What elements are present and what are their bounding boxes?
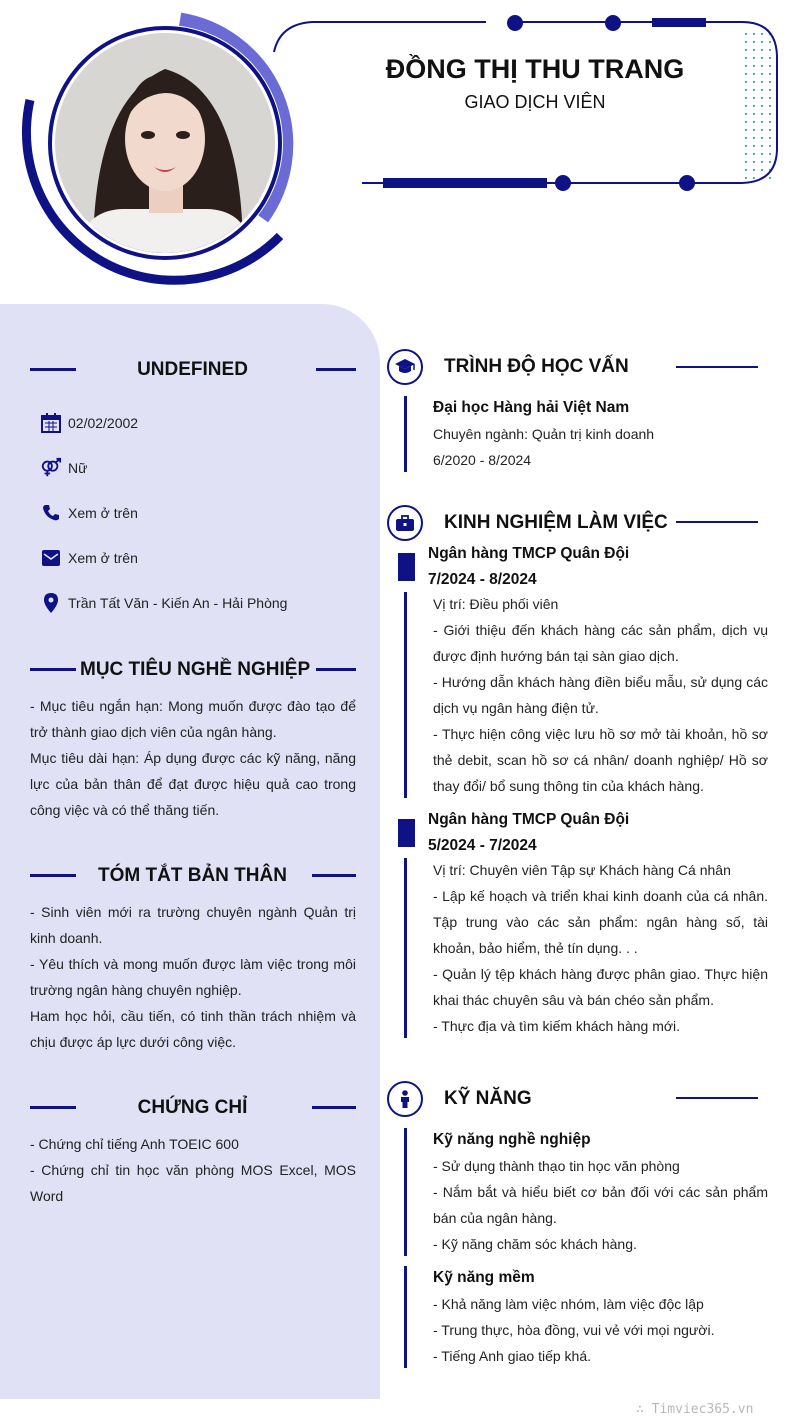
job-marker	[398, 553, 415, 581]
certificate-line: - Chứng chỉ tin học văn phòng MOS Excel, MOS Word	[30, 1162, 356, 1204]
info-text: Trần Tất Văn - Kiến An - Hải Phòng	[68, 595, 288, 611]
objective-text	[30, 693, 356, 823]
info-text: 02/02/2002	[68, 415, 139, 431]
section-rule	[316, 668, 356, 671]
education-period: 6/2020 - 8/2024	[433, 452, 532, 468]
location-icon	[40, 592, 62, 614]
candidate-name: ĐỒNG THỊ THU TRANG	[385, 54, 685, 84]
skill-line: - Trung thực, hòa đồng, vui vẻ với mọi người.	[433, 1322, 715, 1338]
info-email	[40, 546, 138, 570]
objective-heading: MỤC TIÊU NGHỀ NGHIỆP	[80, 659, 311, 680]
header-dot	[555, 175, 571, 191]
education-heading: TRÌNH ĐỘ HỌC VẤN	[444, 356, 629, 377]
job-line: - Quản lý tệp khách hàng được phân giao. Thực hiện khai thác chuyên sâu và bán chéo sản phẩm.	[433, 966, 768, 1008]
certificates-heading: CHỨNG CHỈ	[137, 1097, 248, 1118]
section-rule	[30, 1106, 76, 1109]
job-details	[433, 591, 768, 799]
job-company: Ngân hàng TMCP Quân Đội	[428, 545, 630, 562]
skill-line: - Nắm bắt và hiểu biết cơ bản đối với các sản phẩm bán của ngân hàng.	[433, 1184, 768, 1226]
objective-line: Mục tiêu dài hạn: Áp dụng được các kỹ năng, năng lực của bản thân để đạt được hiệu quả cao trong công việc và có thể thăng tiến.	[30, 750, 356, 818]
education-section-icon	[387, 349, 423, 385]
job-line: - Hướng dẫn khách hàng điền biểu mẫu, sử dụng các dịch vụ ngân hàng điện tử.	[433, 674, 768, 716]
job-header	[428, 541, 768, 593]
summary-heading: TÓM TẮT BẢN THÂN	[98, 865, 287, 886]
info-birthdate	[40, 411, 138, 435]
job-bar	[404, 858, 407, 1038]
info-address	[40, 591, 287, 615]
experience-heading: KINH NGHIỆM LÀM VIỆC	[444, 512, 668, 533]
header-dot	[507, 15, 523, 31]
skill-group	[433, 1265, 768, 1369]
education-block	[433, 395, 768, 473]
certificate-line: - Chứng chỉ tiếng Anh TOEIC 600	[30, 1136, 239, 1152]
section-rule	[312, 874, 356, 877]
section-rule	[30, 668, 76, 671]
skill-line: - Kỹ năng chăm sóc khách hàng.	[433, 1236, 637, 1252]
skills-section-icon	[387, 1081, 423, 1117]
job-line: Vị trí: Điều phối viên	[433, 596, 559, 612]
education-major: Chuyên ngành: Quản trị kinh doanh	[433, 426, 655, 442]
objective-line: - Mục tiêu ngắn hạn: Mong muốn được đào tạo để trở thành giao dịch viên của ngân hàng.	[30, 698, 356, 740]
job-period: 7/2024 - 8/2024	[428, 571, 537, 588]
job-line: - Thực địa và tìm kiếm khách hàng mới.	[433, 1018, 681, 1034]
section-rule	[312, 1106, 356, 1109]
header-dot	[679, 175, 695, 191]
skill-group-title: Kỹ năng nghề nghiệp	[433, 1131, 591, 1148]
summary-line: Ham học hỏi, cầu tiến, có tinh thần trách nhiệm và chịu được áp lực dưới công việc.	[30, 1008, 356, 1050]
candidate-job-title: GIAO DỊCH VIÊN	[464, 92, 606, 112]
info-text: Xem ở trên	[68, 550, 138, 566]
summary-text	[30, 899, 356, 1055]
summary-line: - Yêu thích và mong muốn được làm việc trong môi trường ngân hàng chuyên nghiệp.	[30, 956, 356, 998]
section-rule	[316, 368, 356, 371]
info-text: Nữ	[68, 460, 88, 476]
skill-group-bar	[404, 1266, 407, 1368]
job-line: - Lập kế hoạch và triển khai kinh doanh của cá nhân. Tập trung vào các sản phẩm: ngân hàng số, tài khoản, bảo hiểm, thẻ tín dụng. . .	[433, 888, 768, 956]
skill-group	[433, 1127, 768, 1257]
job-line: - Thực hiện công việc lưu hồ sơ mở tài khoản, hồ sơ thẻ debit, scan hồ sơ cá nhân/ doanh nghiệp/ Hồ sơ thay đổi/ bổ sung thông tin của khách hàng.	[433, 726, 768, 794]
education-school: Đại học Hàng hải Việt Nam	[433, 399, 630, 416]
skill-line: - Khả năng làm việc nhóm, làm việc độc lập	[433, 1296, 704, 1312]
info-phone	[40, 501, 138, 525]
personal-info-heading: UNDEFINED	[137, 359, 248, 380]
job-marker	[398, 819, 415, 847]
section-rule	[676, 521, 758, 523]
skills-heading: KỸ NĂNG	[444, 1088, 532, 1109]
experience-section-icon	[387, 505, 423, 541]
gender-icon	[40, 457, 62, 479]
phone-icon	[40, 502, 62, 524]
job-details	[433, 857, 768, 1039]
certificates-text	[30, 1131, 356, 1209]
section-rule	[30, 874, 76, 877]
skill-line: - Tiếng Anh giao tiếp khá.	[433, 1348, 591, 1364]
watermark	[636, 1402, 753, 1417]
section-rule	[676, 1097, 758, 1099]
header-dot	[605, 15, 621, 31]
email-icon	[40, 547, 62, 569]
info-text: Xem ở trên	[68, 505, 138, 521]
section-rule	[676, 366, 758, 368]
person-icon	[399, 1090, 411, 1108]
skill-group-title: Kỹ năng mềm	[433, 1269, 535, 1286]
summary-line: - Sinh viên mới ra trường chuyên ngành Quản trị kinh doanh.	[30, 904, 356, 946]
job-header	[428, 807, 768, 859]
calendar-icon	[40, 412, 62, 434]
skill-line: - Sử dụng thành thạo tin học văn phòng	[433, 1158, 680, 1174]
section-rule	[30, 368, 76, 371]
job-period: 5/2024 - 7/2024	[428, 837, 537, 854]
avatar	[53, 31, 277, 255]
graduation-cap-icon	[394, 358, 416, 376]
briefcase-icon	[395, 515, 415, 532]
job-line: - Giới thiệu đến khách hàng các sản phẩm, dịch vụ được định hướng bán tại sàn giao dịch.	[433, 622, 768, 664]
education-bar	[404, 396, 407, 472]
skill-group-bar	[404, 1128, 407, 1256]
watermark-text: Timviec365.vn	[651, 1402, 754, 1417]
job-company: Ngân hàng TMCP Quân Đội	[428, 811, 630, 828]
job-bar	[404, 592, 407, 798]
job-line: Vị trí: Chuyên viên Tập sự Khách hàng Cá nhân	[433, 862, 731, 878]
info-gender	[40, 456, 87, 480]
watermark-icon: ∴	[636, 1402, 652, 1417]
